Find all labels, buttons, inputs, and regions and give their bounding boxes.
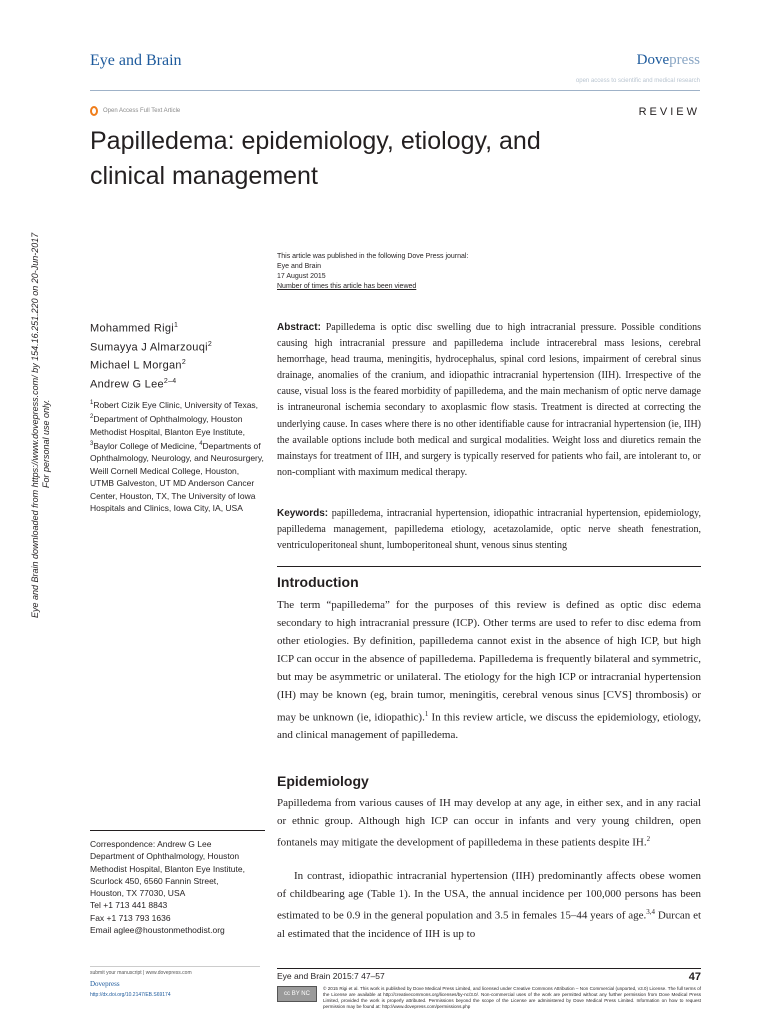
license-block — [277, 986, 701, 1010]
open-access-label — [90, 106, 180, 116]
title-line-1: Papilledema: epidemiology, etiology, and — [90, 127, 541, 155]
correspondence-email-link[interactable]: Email aglee@houstonmethodist.org — [90, 925, 225, 936]
brand-suffix: press — [669, 52, 700, 68]
correspondence: Correspondence: Andrew G Lee Department of Ophthalmology, Houston Methodist Hospital, Blanton Eye Institute, Scurlock 450, 6560 Fannin Street, Houston, TX 77030, USA Tel +1 713 441 8843 Fax +1 713 793 1636 Email aglee@houstonmethodist.org — [90, 838, 270, 936]
abstract-text: Papilledema is optic disc swelling due to high intracranial pressure. Possible conditions causing high intracranial pressure and papilledema include intracerebral mass lesions, cerebral hemorrhage, head trauma, meningitis, hydrocephalus, spinal cord lesions, impairment of cerebral sinus drainage, anomalies of the cranium, and idiopathic intracranial hypertension (IIH). Irrespective of the cause, visual loss is the feared morbidity of papilledema, and the main mechanism of optic nerve damage is intraneuronal ischemia secondary to axoplasmic flow stasis. Treatment is directed at correcting the underlying cause. In cases where there is no other identifiable cause for intracranial hypertension (ie, IIH) the available options include both medical and surgical modalities. Weight loss and diuretics remain the mainstays for treatment of IIH, and surgery is typically reserved for patients who fail, are intolerant to, or non-compliant with maximum medical therapy. — [277, 322, 701, 478]
doi-link[interactable]: http://dx.doi.org/10.2147/EB.S69174 — [90, 992, 171, 998]
introduction-paragraph: The term “papilledema” for the purposes of this review is defined as optic disc edema secondary to high intracranial pressure (ICP). Other terms are used to refer to disc edema from other etiologies. By definition, papilledema cannot exist in the absence of high ICP, but high ICP can occur in the absence of papilledema. Papilledema is frequently bilateral and symmetric, but may be asymmetric or unilateral. The etiology for the high ICP or intracranial hypertension (IH) may be known (eg, brain tumor, meningitis, cerebral venous sinus [CVS] thrombosis) or may be unknown (ie, idiopathic).$^1$ In this review article, we discuss the epidemiology, etiology, and clinical management of papilledema. — [277, 599, 701, 742]
journal-name[interactable]: Eye and Brain — [90, 52, 182, 69]
view-count-link[interactable]: Number of times this article has been viewed — [277, 283, 417, 290]
pubinfo-line-1: This article was published in the following Dove Press journal: — [277, 253, 469, 260]
article-title — [90, 124, 650, 194]
author: Sumayya J Almarzouqi$^2$ — [90, 340, 213, 354]
author-list — [90, 318, 212, 393]
page-number: 47 — [688, 971, 701, 983]
header-divider — [90, 90, 700, 91]
citation: Eye and Brain 2015:7 47–57 — [277, 971, 385, 981]
footer-brand[interactable]: Dovepress — [90, 980, 120, 988]
open-access-lock-icon — [90, 106, 98, 116]
brand-main: Dove — [636, 52, 670, 68]
submit-manuscript-link[interactable]: submit your manuscript | www.dovepress.com — [90, 966, 260, 976]
section-divider — [277, 566, 701, 567]
section-heading-introduction: Introduction — [277, 574, 359, 590]
dovepress-logo[interactable] — [637, 52, 700, 69]
footer-left — [90, 966, 260, 998]
open-access-text: Open Access Full Text Article — [103, 108, 181, 114]
publication-info — [277, 252, 468, 292]
keywords — [277, 506, 701, 554]
abstract-label: Abstract: — [277, 322, 321, 333]
correspondence-divider — [90, 830, 265, 831]
pubinfo-date: 17 August 2015 — [277, 273, 326, 280]
section-heading-epidemiology: Epidemiology — [277, 773, 369, 789]
abstract — [277, 320, 701, 481]
download-notice-line-1: Eye and Brain downloaded from https://www.dovepress.com/ by 154.16.251.220 on 20-Jun-2017 — [30, 232, 40, 618]
citation-bar — [277, 968, 701, 983]
article-type: REVIEW — [638, 106, 700, 118]
epidemiology-paragraph-2: In contrast, idiopathic intracranial hypertension (IIH) predominantly affects obese women of childbearing age (Table 1). In the USA, the annual incidence per 100,000 persons has been estimated to be 0.9 in the general population and 3.5 in females 15–44 years of age.$^{3,4}$ Durcan et al estimated that the incidence of IIH is up to — [277, 870, 702, 940]
download-notice — [30, 233, 52, 618]
author: Mohammed Rigi$^1$ — [90, 322, 179, 335]
keywords-text: papilledema, intracranial hypertension, idiopathic intracranial hypertension, epidemiology, papilledema management, papilledema etiology, acetazolamide, optic nerve sheath fenestration, ventriculoperitoneal shunt, lumboperitoneal shunt, venous sinus stenting — [277, 508, 701, 552]
pubinfo-journal: Eye and Brain — [277, 263, 321, 270]
footer-right — [277, 968, 701, 1010]
title-line-2: clinical management — [90, 162, 318, 190]
author: Andrew G Lee$^{2-4}$ — [90, 377, 177, 391]
download-notice-line-2: For personal use only. — [41, 399, 51, 488]
author: Michael L Morgan$^2$ — [90, 359, 187, 372]
epidemiology-paragraph-1: Papilledema from various causes of IH may develop at any age, in either sex, and in any racial or ethnic group. Although high ICP can occur in infants and very young children, open fontanels may mitigate the development of papilledema in these patients despite IH.$^2$ — [277, 797, 701, 849]
creative-commons-icon[interactable]: cc BY NC — [277, 986, 317, 1002]
brand-tagline: open access to scientific and medical research — [575, 78, 700, 84]
keywords-label: Keywords: — [277, 508, 329, 519]
affiliations: $^1$Robert Cizik Eye Clinic, University of Texas, $^2$Department of Ophthalmology, Houston Methodist Hospital, Blanton Eye Institute, $^3$Baylor College of Medicine, $^4$Departments of Ophthalmology, Neurology, and Neurosurgery, Weill Cornell Medical College, Houston, UTMB Galveston, UT MD Anderson Cancer Center, Houston, TX, The University of Iowa Hospitals and Clinics, Iowa City, IA, USA — [90, 399, 264, 514]
license-text: © 2015 Rigi et al. This work is published by Dove Medical Press Limited, and licensed under Creative Commons Attribution – Non Commercial (unported, v3.0) License. The full terms of the License are available at http://creativecommons.org/licenses/by-nc/3.0/. Non-commercial uses of the work are permitted without any further permission from Dove Medical Press Limited, provided the work is properly attributed. Permissions beyond the scope of the License are administered by Dove Medical Press Limited. Information on how to request permission may be found at: http://www.dovepress.com/permissions.php — [323, 986, 701, 1009]
